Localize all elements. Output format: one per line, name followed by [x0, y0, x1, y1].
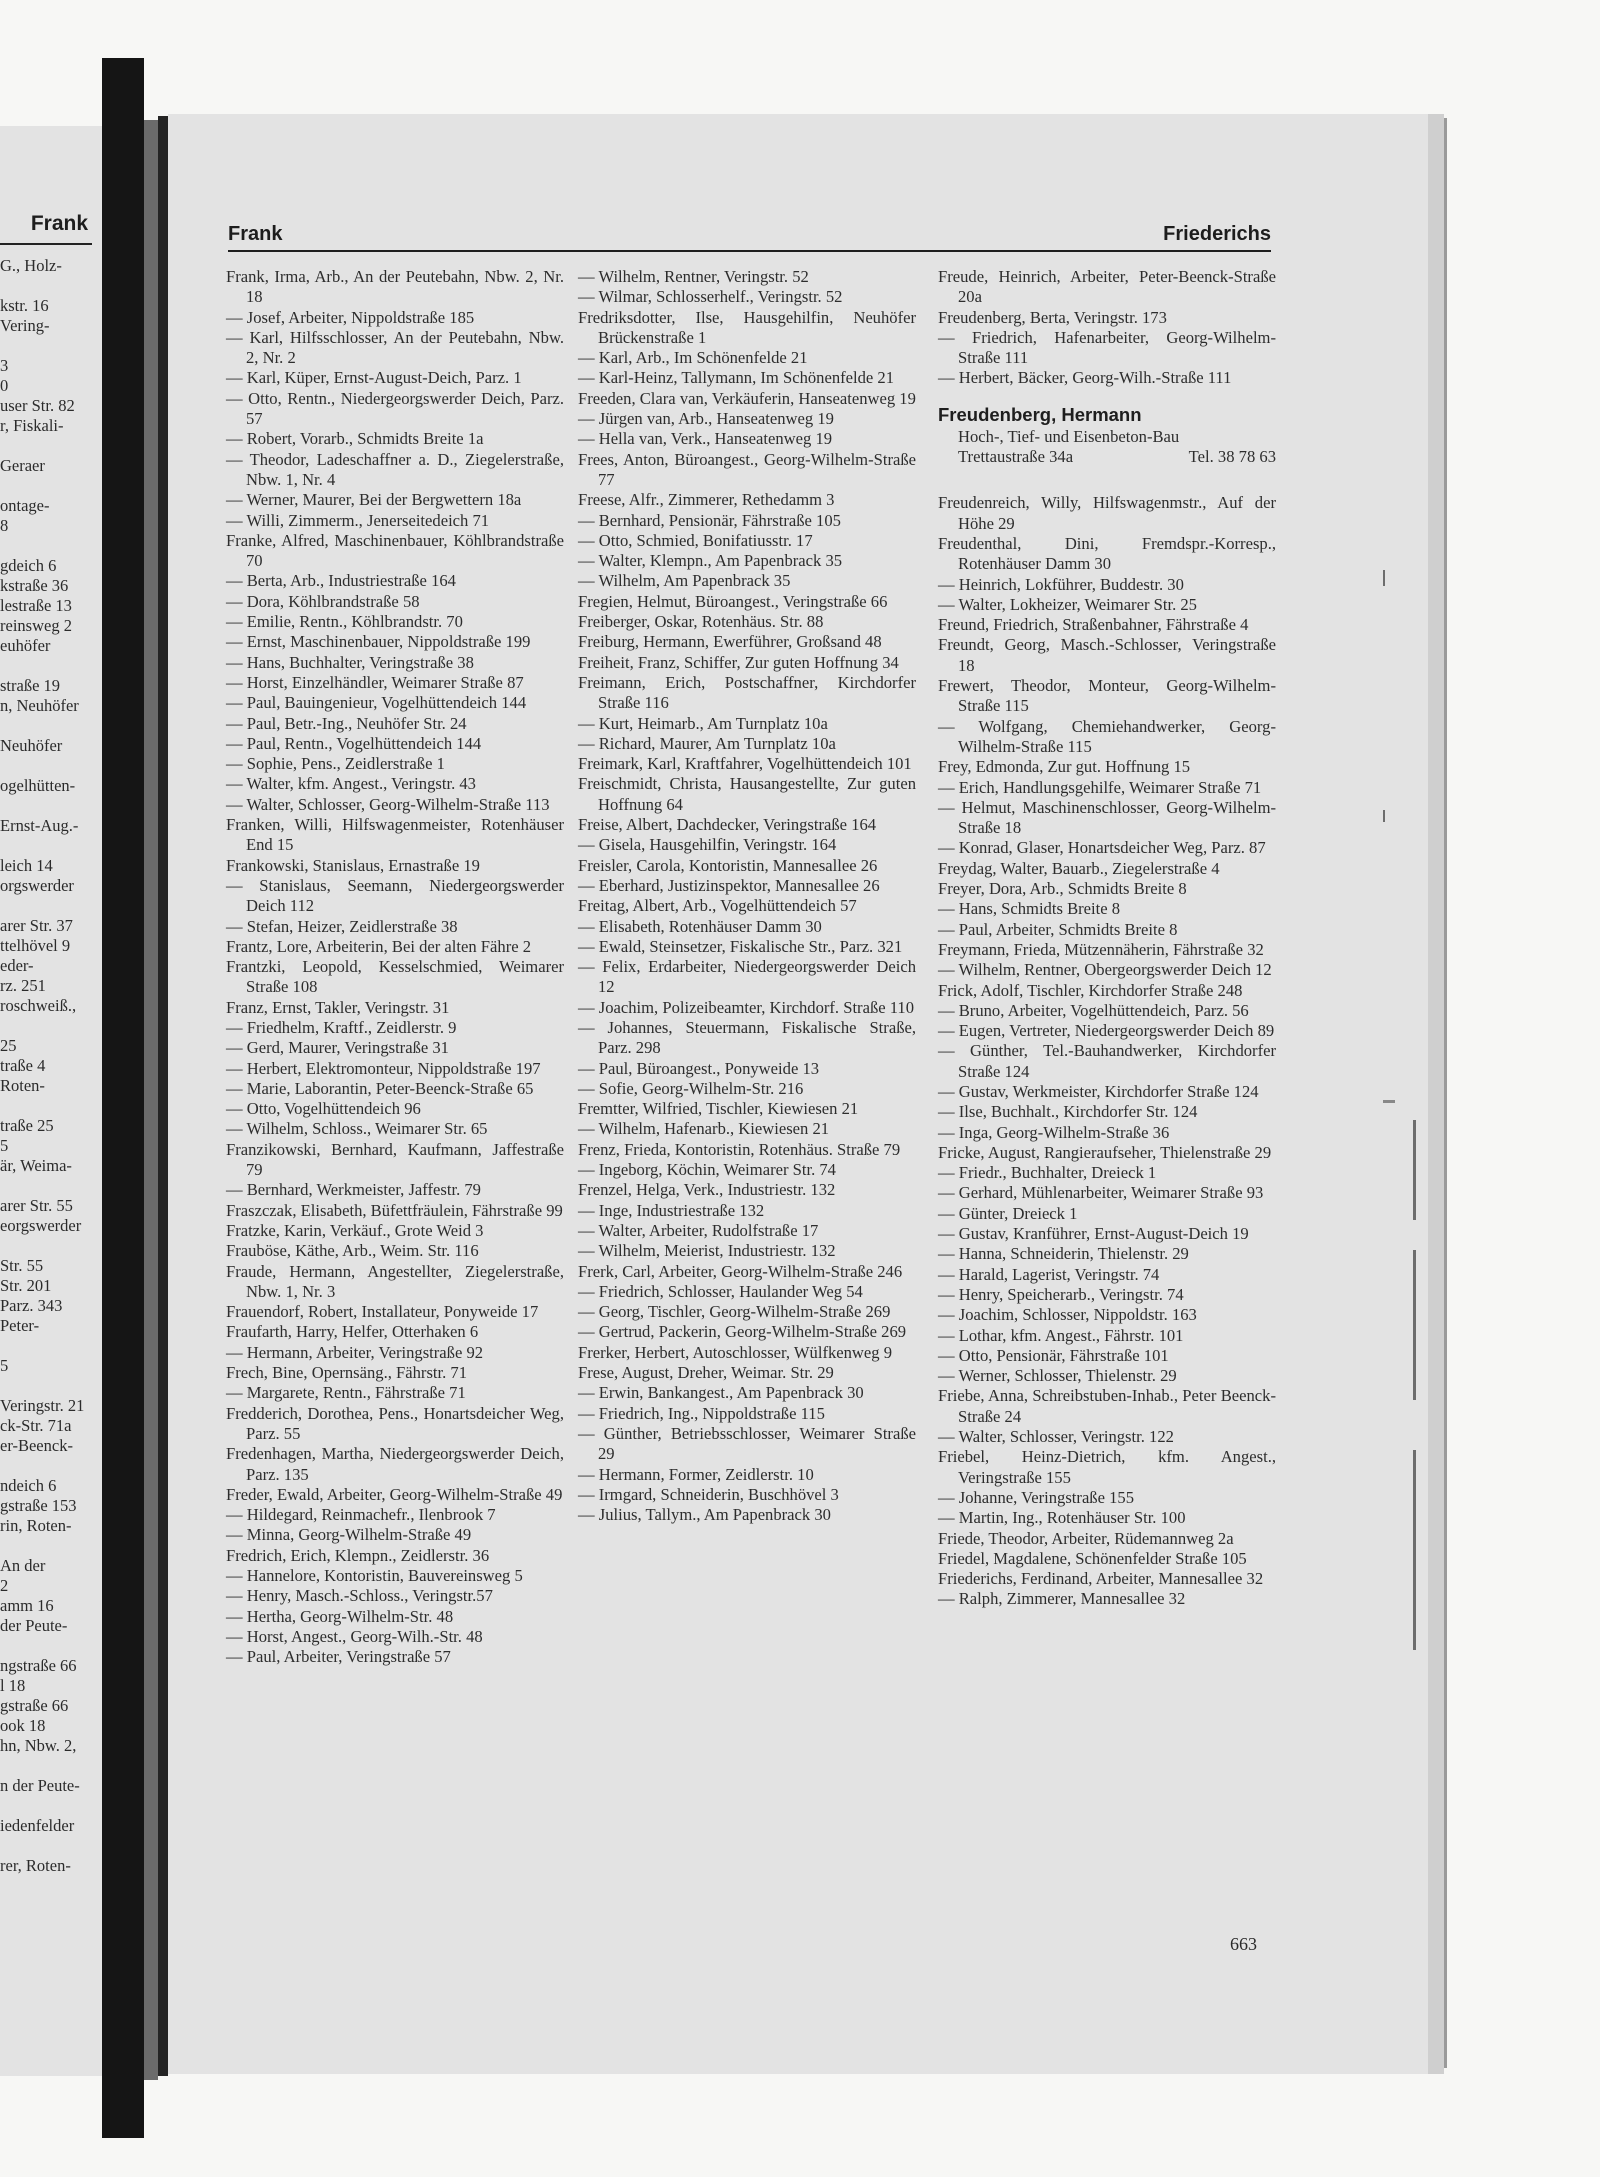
directory-entry: Frankowski, Stanislaus, Ernastraße 19	[226, 855, 480, 875]
left-page-fragment: er-Beenck-	[0, 1436, 73, 1455]
running-head-rule	[228, 250, 1271, 252]
directory-entry: — Johannes, Steuermann, Fiskalische Straße, Parz. 298	[578, 1017, 916, 1058]
directory-entry: Freiberger, Oskar, Rotenhäus. Str. 88	[578, 612, 824, 632]
directory-entry: — Horst, Einzelhändler, Weimarer Straße 87	[226, 672, 524, 692]
directory-entry: Freise, Albert, Dachdecker, Veringstraße 164	[578, 815, 877, 835]
left-page-fragment: gdeich 6	[0, 556, 57, 575]
directory-entry: — Erich, Handlungsgehilfe, Weimarer Straße 71	[938, 777, 1262, 797]
directory-entry: — Bernhard, Pensionär, Fährstraße 105	[578, 510, 841, 530]
directory-entry: — Hermann, Arbeiter, Veringstraße 92	[226, 1342, 484, 1362]
left-page-fragment: kstraße 36	[0, 576, 69, 595]
directory-entry: — Stefan, Heizer, Zeidlerstraße 38	[226, 916, 458, 936]
directory-entry: — Ewald, Steinsetzer, Fiskalische Str., Parz. 321	[578, 936, 903, 956]
directory-entry: Fraufarth, Harry, Helfer, Otterhaken 6	[226, 1322, 479, 1342]
directory-entry: — Konrad, Glaser, Honartsdeicher Weg, Parz. 87	[938, 838, 1266, 858]
directory-entry: — Josef, Arbeiter, Nippoldstraße 185	[226, 307, 475, 327]
directory-entry: — Karl, Hilfsschlosser, An der Peutebahn, Nbw. 2, Nr. 2	[226, 327, 564, 368]
left-page-fragment: lestraße 13	[0, 596, 72, 615]
directory-entry: — Lothar, kfm. Angest., Fährstr. 101	[938, 1325, 1184, 1345]
left-page-fragment: roschweiß.,	[0, 996, 77, 1015]
left-page-fragment: straße 19	[0, 676, 61, 695]
directory-entry: — Walter, Lokheizer, Weimarer Str. 25	[938, 594, 1197, 614]
directory-entry: Franke, Alfred, Maschinenbauer, Köhlbrandstraße 70	[226, 530, 564, 571]
left-page-fragment: Roten-	[0, 1076, 45, 1095]
page-number: 663	[1230, 1934, 1257, 1954]
directory-entry: Frese, August, Dreher, Weimar. Str. 29	[578, 1363, 834, 1383]
directory-entry: Freiburg, Hermann, Ewerführer, Großsand 48	[578, 632, 882, 652]
directory-entry: Frerker, Herbert, Autoschlosser, Wülfkenweg 9	[578, 1342, 893, 1362]
running-head-right: Friederichs	[1163, 223, 1271, 245]
directory-entry: — Walter, Arbeiter, Rudolfstraße 17	[578, 1220, 819, 1240]
directory-entry: — Wilhelm, Schloss., Weimarer Str. 65	[226, 1119, 488, 1139]
directory-entry: Fremtter, Wilfried, Tischler, Kiewiesen 21	[578, 1099, 859, 1119]
left-page-fragment: traße 4	[0, 1056, 46, 1075]
left-page-fragment: arer Str. 55	[0, 1196, 73, 1215]
directory-entry: — Hans, Schmidts Breite 8	[938, 899, 1121, 919]
left-page-fragment: r, Fiskali-	[0, 416, 64, 435]
ad-address-line	[938, 447, 1276, 467]
directory-entry: Fratzke, Karin, Verkäuf., Grote Weid 3	[226, 1220, 484, 1240]
directory-entry: — Werner, Schlosser, Thielenstr. 29	[938, 1366, 1177, 1386]
directory-entry: — Jürgen van, Arb., Hanseatenweg 19	[578, 409, 834, 429]
left-page-fragment: 2	[0, 1576, 9, 1595]
directory-entry: Freisler, Carola, Kontoristin, Mannesallee 26	[578, 855, 878, 875]
directory-entry: — Irmgard, Schneiderin, Buschhövel 3	[578, 1484, 839, 1504]
directory-entry: — Walter, Schlosser, Veringstr. 122	[938, 1427, 1174, 1447]
directory-entry: Freudenthal, Dini, Fremdspr.-Korresp., Rotenhäuser Damm 30	[938, 533, 1276, 574]
directory-entry: — Marie, Laborantin, Peter-Beenck-Straße 65	[226, 1078, 534, 1098]
directory-entry: — Karl-Heinz, Tallymann, Im Schönenfelde 21	[578, 368, 895, 388]
directory-entry: — Karl, Küper, Ernst-August-Deich, Parz. 1	[226, 368, 522, 388]
left-page-fragment: ttelhövel 9	[0, 936, 71, 955]
left-page-fragment: 25	[0, 1036, 17, 1055]
directory-entry: — Paul, Arbeiter, Schmidts Breite 8	[938, 919, 1178, 939]
directory-entry: — Helmut, Maschinenschlosser, Georg-Wilhelm-Straße 18	[938, 797, 1276, 838]
left-page-fragment: arer Str. 37	[0, 916, 73, 935]
left-page-fragment: orgswerder	[0, 876, 74, 895]
directory-entry: — Ernst, Maschinenbauer, Nippoldstraße 199	[226, 632, 531, 652]
left-page-fragment: rin, Roten-	[0, 1516, 72, 1535]
page-edge	[1428, 114, 1444, 2074]
directory-entry: Frenzel, Helga, Verk., Industriestr. 132	[578, 1180, 836, 1200]
left-page-fragment: Neuhöfer	[0, 736, 63, 755]
directory-entry: — Ingeborg, Köchin, Weimarer Str. 74	[578, 1160, 836, 1180]
left-page-fragment: är, Weima-	[0, 1156, 72, 1175]
directory-entry: Frantz, Lore, Arbeiterin, Bei der alten Fähre 2	[226, 936, 532, 956]
directory-entry: Freder, Ewald, Arbeiter, Georg-Wilhelm-Straße 49	[226, 1484, 563, 1504]
directory-entry: Fredrich, Erich, Klempn., Zeidlerstr. 36	[226, 1545, 490, 1565]
directory-entry: — Stanislaus, Seemann, Niedergeorgswerder Deich 112	[226, 875, 564, 916]
directory-entry: — Walter, Schlosser, Georg-Wilhelm-Straße 113	[226, 794, 550, 814]
margin-mark	[1413, 1250, 1416, 1400]
gutter-shadow	[144, 120, 158, 2080]
left-page-fragment: ook 18	[0, 1716, 46, 1735]
directory-entry: Fredenhagen, Martha, Niedergeorgswerder Deich, Parz. 135	[226, 1444, 564, 1484]
directory-entry: — Hella van, Verk., Hanseatenweg 19	[578, 429, 833, 449]
left-page-fragment: iedenfelder	[0, 1816, 75, 1835]
directory-entry: Frauböse, Käthe, Arb., Weim. Str. 116	[226, 1241, 479, 1261]
directory-entry: Frank, Irma, Arb., An der Peutebahn, Nbw. 2, Nr. 18	[226, 267, 564, 307]
directory-entry: — Otto, Pensionär, Fährstraße 101	[938, 1345, 1169, 1365]
directory-entry: — Wilmar, Schlosserhelf., Veringstr. 52	[578, 287, 843, 307]
directory-entry: — Hermann, Former, Zeidlerstr. 10	[578, 1464, 814, 1484]
ad-telephone: Tel. 38 78 63	[1188, 447, 1276, 467]
directory-entry: Freimann, Erich, Postschaffner, Kirchdorfer Straße 116	[578, 672, 916, 713]
directory-entry: — Paul, Rentn., Vogelhüttendeich 144	[226, 733, 482, 753]
directory-entry: — Joachim, Schlosser, Nippoldstr. 163	[938, 1305, 1197, 1325]
margin-mark	[1413, 1450, 1416, 1650]
left-page-fragment: rer, Roten-	[0, 1856, 71, 1875]
directory-entry: — Margarete, Rentn., Fährstraße 71	[226, 1383, 466, 1403]
directory-entry: — Karl, Arb., Im Schönenfelde 21	[578, 348, 808, 368]
directory-entry: — Inge, Industriestraße 132	[578, 1200, 765, 1220]
directory-entry: Frick, Adolf, Tischler, Kirchdorfer Straße 248	[938, 980, 1243, 1000]
directory-entry: Frantzki, Leopold, Kesselschmied, Weimarer Straße 108	[226, 957, 564, 997]
directory-entry: — Robert, Vorarb., Schmidts Breite 1a	[226, 429, 484, 449]
left-page-fragment: Veringstr. 21	[0, 1396, 85, 1415]
directory-entry: — Harald, Lagerist, Veringstr. 74	[938, 1264, 1160, 1284]
left-page-fragment: amm 16	[0, 1596, 54, 1615]
margin-mark	[1413, 1120, 1416, 1220]
directory-entry: — Günter, Dreieck 1	[938, 1203, 1078, 1223]
directory-entry: Freyer, Dora, Arb., Schmidts Breite 8	[938, 879, 1187, 899]
directory-entry: — Friedrich, Schlosser, Haulander Weg 54	[578, 1281, 863, 1301]
directory-entry: Freischmidt, Christa, Hausangestellte, Zur guten Hoffnung 64	[578, 774, 916, 814]
left-page-fragment: ngstraße 66	[0, 1656, 77, 1675]
left-page-fragment: Str. 201	[0, 1276, 52, 1295]
left-page-fragment: ck-Str. 71a	[0, 1416, 72, 1435]
directory-entry: — Bernhard, Werkmeister, Jaffestr. 79	[226, 1180, 481, 1200]
left-page-fragment: Str. 55	[0, 1256, 44, 1275]
directory-entry: — Horst, Angest., Georg-Wilh.-Str. 48	[226, 1626, 483, 1646]
left-page-fragment: n, Neuhöfer	[0, 696, 79, 715]
ad-address: Trettaustraße 34a	[958, 447, 1074, 467]
directory-entry: — Emilie, Rentn., Köhlbrandstr. 70	[226, 612, 463, 632]
gutter-edge	[158, 116, 168, 2076]
left-page-fragment: ndeich 6	[0, 1476, 57, 1495]
directory-entry: Freiheit, Franz, Schiffer, Zur guten Hoffnung 34	[578, 652, 899, 672]
left-page-fragment: 5	[0, 1356, 9, 1375]
directory-entry: Fraszczak, Elisabeth, Büfettfräulein, Fährstraße 99	[226, 1200, 563, 1220]
ad-description: Hoch-, Tief- und Eisenbeton-Bau	[958, 426, 1180, 446]
directory-entry: — Paul, Betr.-Ing., Neuhöfer Str. 24	[226, 713, 467, 733]
directory-entry: — Joachim, Polizeibeamter, Kirchdorf. Straße 110	[578, 997, 915, 1017]
directory-column-3	[938, 267, 1276, 1610]
directory-column-1	[226, 267, 564, 1667]
directory-entry: — Friedrich, Hafenarbeiter, Georg-Wilhelm-Straße 111	[938, 327, 1276, 368]
left-page-fragment: gstraße 66	[0, 1696, 69, 1715]
left-page-fragment: 8	[0, 516, 9, 535]
directory-entry: — Hertha, Georg-Wilhelm-Str. 48	[226, 1606, 454, 1626]
book-gutter	[102, 58, 144, 2138]
directory-entry: — Friedr., Buchhalter, Dreieck 1	[938, 1163, 1157, 1183]
margin-mark	[1383, 810, 1385, 822]
left-page-fragment: G., Holz-	[0, 256, 62, 275]
directory-entry: — Paul, Arbeiter, Veringstraße 57	[226, 1647, 451, 1667]
directory-entry: — Elisabeth, Rotenhäuser Damm 30	[578, 916, 822, 936]
directory-entry: — Walter, kfm. Angest., Veringstr. 43	[226, 774, 476, 794]
directory-entry: — Gertrud, Packerin, Georg-Wilhelm-Straße 269	[578, 1322, 907, 1342]
directory-entry: — Eugen, Vertreter, Niedergeorgswerder Deich 89	[938, 1021, 1275, 1041]
directory-entry: Fregien, Helmut, Büroangest., Veringstraße 66	[578, 591, 888, 611]
left-page-fragment: An der	[0, 1556, 46, 1575]
directory-entry: Fraude, Hermann, Angestellter, Ziegelerstraße, Nbw. 1, Nr. 3	[226, 1261, 564, 1301]
directory-entry: — Martin, Ing., Rotenhäuser Str. 100	[938, 1508, 1186, 1528]
directory-entry: Freeden, Clara van, Verkäuferin, Hanseatenweg 19	[578, 388, 916, 408]
left-page-fragment: eder-	[0, 956, 34, 975]
directory-entry: — Gisela, Hausgehilfin, Veringstr. 164	[578, 835, 837, 855]
directory-entry: — Georg, Tischler, Georg-Wilhelm-Straße 269	[578, 1302, 891, 1322]
directory-entry: — Wolfgang, Chemiehandwerker, Georg-Wilhelm-Straße 115	[938, 716, 1276, 756]
directory-entry: — Günther, Betriebsschlosser, Weimarer Straße 29	[578, 1423, 916, 1464]
left-page-fragment: Vering-	[0, 316, 50, 335]
left-page-fragment: Ernst-Aug.-	[0, 816, 79, 835]
directory-entry: Frauendorf, Robert, Installateur, Ponyweide 17	[226, 1302, 539, 1322]
margin-mark	[1383, 570, 1385, 586]
directory-entry: — Wilhelm, Rentner, Obergeorgswerder Deich 12	[938, 960, 1272, 980]
directory-entry: Freude, Heinrich, Arbeiter, Peter-Beenck-Straße 20a	[938, 267, 1276, 307]
directory-column-2	[578, 267, 916, 1525]
running-head-left: Frank	[228, 223, 283, 245]
left-page-fragment: l 18	[0, 1676, 26, 1695]
directory-entry: — Bruno, Arbeiter, Vogelhüttendeich, Parz. 56	[938, 1000, 1249, 1020]
directory-entry: — Gustav, Kranführer, Ernst-August-Deich 19	[938, 1224, 1249, 1244]
directory-entry: — Dora, Köhlbrandstraße 58	[226, 591, 420, 611]
left-page-fragment: Geraer	[0, 456, 45, 475]
directory-entry: Fredriksdotter, Ilse, Hausgehilfin, Neuhöfer Brückenstraße 1	[578, 307, 916, 347]
directory-entry: — Friedhelm, Kraftf., Zeidlerstr. 9	[226, 1017, 457, 1037]
directory-entry: Friedel, Magdalene, Schönenfelder Straße 105	[938, 1548, 1247, 1568]
left-page-fragment: gstraße 153	[0, 1496, 77, 1515]
directory-entry: — Otto, Schmied, Bonifatiusstr. 17	[578, 530, 813, 550]
directory-entry: Frech, Bine, Opernsäng., Fährstr. 71	[226, 1363, 468, 1383]
directory-entry: Freimark, Karl, Kraftfahrer, Vogelhüttendeich 101	[578, 754, 912, 774]
left-page-fragment: 0	[0, 376, 9, 395]
directory-entry: — Herbert, Elektromonteur, Nippoldstraße 197	[226, 1058, 541, 1078]
directory-entry: — Hanna, Schneiderin, Thielenstr. 29	[938, 1244, 1189, 1264]
directory-entry: — Heinrich, Lokführer, Buddestr. 30	[938, 574, 1184, 594]
left-page-head-rule	[0, 243, 92, 245]
left-page-fragment: traße 25	[0, 1116, 54, 1135]
left-page-fragment: hn, Nbw. 2,	[0, 1736, 77, 1755]
directory-entry: — Werner, Maurer, Bei der Bergwettern 18a	[226, 490, 522, 510]
directory-entry: Freund, Friedrich, Straßenbahner, Fährstraße 4	[938, 615, 1249, 635]
page-edge-shadow	[1444, 118, 1447, 2068]
left-page-fragment: der Peute-	[0, 1616, 68, 1635]
directory-entry: Frenz, Frieda, Kontoristin, Rotenhäus. Straße 79	[578, 1139, 901, 1159]
left-page-edge	[0, 126, 102, 2076]
directory-entry: — Inga, Georg-Wilhelm-Straße 36	[938, 1122, 1170, 1142]
directory-entry: Freudenreich, Willy, Hilfswagenmstr., Auf der Höhe 29	[938, 493, 1276, 533]
directory-entry: — Erwin, Bankangest., Am Papenbrack 30	[578, 1383, 864, 1403]
directory-entry: — Herbert, Bäcker, Georg-Wilh.-Straße 111	[938, 368, 1232, 388]
directory-entry: Friede, Theodor, Arbeiter, Rüdemannweg 2a	[938, 1528, 1234, 1548]
directory-entry: — Minna, Georg-Wilhelm-Straße 49	[226, 1525, 472, 1545]
directory-entry: — Walter, Klempn., Am Papenbrack 35	[578, 551, 843, 571]
directory-entry: — Otto, Vogelhüttendeich 96	[226, 1099, 421, 1119]
directory-entry: — Günther, Tel.-Bauhandwerker, Kirchdorfer Straße 124	[938, 1041, 1276, 1081]
directory-entry: — Wilhelm, Meierist, Industriestr. 132	[578, 1241, 836, 1261]
directory-entry: — Wilhelm, Rentner, Veringstr. 52	[578, 267, 809, 286]
directory-entry: Freitag, Albert, Arb., Vogelhüttendeich 57	[578, 896, 857, 916]
left-page-fragment: ogelhütten-	[0, 776, 76, 795]
directory-entry: — Ilse, Buchhalt., Kirchdorfer Str. 124	[938, 1102, 1198, 1122]
directory-entry: — Hans, Buchhalter, Veringstraße 38	[226, 652, 474, 672]
directory-entry: — Richard, Maurer, Am Turnplatz 10a	[578, 733, 836, 753]
directory-entry: — Theodor, Ladeschaffner a. D., Ziegelerstraße, Nbw. 1, Nr. 4	[226, 449, 564, 489]
directory-entry: Freydag, Walter, Bauarb., Ziegelerstraße 4	[938, 858, 1220, 878]
left-page-fragment: ontage-	[0, 496, 50, 515]
directory-entry: — Felix, Erdarbeiter, Niedergeorgswerder Deich 12	[578, 957, 916, 997]
directory-entry: — Gustav, Werkmeister, Kirchdorfer Straße 124	[938, 1081, 1259, 1101]
directory-entry: — Kurt, Heimarb., Am Turnplatz 10a	[578, 713, 828, 733]
directory-entry: Franken, Willi, Hilfswagenmeister, Rotenhäuser End 15	[226, 815, 564, 855]
directory-entry: — Johanne, Veringstraße 155	[938, 1487, 1135, 1507]
directory-entry: Fricke, August, Rangieraufseher, Thielenstraße 29	[938, 1142, 1272, 1162]
directory-entry: Fredderich, Dorothea, Pens., Honartsdeicher Weg, Parz. 55	[226, 1403, 564, 1443]
left-page-fragment: 3	[0, 356, 9, 375]
directory-entry: Friederichs, Ferdinand, Arbeiter, Mannesallee 32	[938, 1569, 1264, 1589]
directory-entry: — Paul, Büroangest., Ponyweide 13	[578, 1058, 820, 1078]
directory-entry: Frees, Anton, Büroangest., Georg-Wilhelm-Straße 77	[578, 449, 916, 489]
directory-entry: Frerk, Carl, Arbeiter, Georg-Wilhelm-Straße 246	[578, 1261, 903, 1281]
directory-entry: — Hannelore, Kontoristin, Bauvereinsweg 5	[226, 1566, 523, 1585]
directory-entry: — Hildegard, Reinmachefr., Ilenbrook 7	[226, 1505, 496, 1525]
left-page-fragment: Peter-	[0, 1316, 40, 1335]
directory-entry: Frewert, Theodor, Monteur, Georg-Wilhelm-Straße 115	[938, 676, 1276, 716]
directory-entry: — Otto, Rentn., Niedergeorgswerder Deich, Parz. 57	[226, 388, 564, 429]
left-page-fragment: kstr. 16	[0, 296, 49, 315]
directory-entry: — Wilhelm, Hafenarb., Kiewiesen 21	[578, 1119, 830, 1139]
ad-company-name: Freudenberg, Hermann	[938, 403, 1142, 425]
directory-entry: Freudenberg, Berta, Veringstr. 173	[938, 307, 1167, 327]
directory-entry: Franzikowski, Bernhard, Kaufmann, Jaffestraße 79	[226, 1139, 564, 1180]
directory-entry: Freundt, Georg, Masch.-Schlosser, Veringstraße 18	[938, 635, 1276, 675]
left-page-fragment: euhöfer	[0, 636, 51, 655]
directory-entry: — Julius, Tallym., Am Papenbrack 30	[578, 1505, 831, 1525]
left-page-fragment: n der Peute-	[0, 1776, 80, 1795]
directory-entry: — Eberhard, Justizinspektor, Mannesallee 26	[578, 875, 880, 895]
left-page-fragment: Parz. 343	[0, 1296, 63, 1315]
directory-entry: — Sofie, Georg-Wilhelm-Str. 216	[578, 1078, 804, 1098]
directory-entry: — Willi, Zimmerm., Jenerseitedeich 71	[226, 510, 490, 530]
directory-entry: — Sophie, Pens., Zeidlerstraße 1	[226, 754, 445, 774]
directory-entry: Freymann, Frieda, Mützennäherin, Fährstraße 32	[938, 939, 1264, 959]
directory-entry: — Wilhelm, Am Papenbrack 35	[578, 571, 791, 591]
directory-entry: Friebel, Heinz-Dietrich, kfm. Angest., Veringstraße 155	[938, 1447, 1276, 1487]
directory-entry: — Gerd, Maurer, Veringstraße 31	[226, 1038, 449, 1058]
directory-entry: Freese, Alfr., Zimmerer, Rethedamm 3	[578, 490, 835, 510]
directory-entry: — Henry, Speicherarb., Veringstr. 74	[938, 1284, 1184, 1304]
directory-entry: — Henry, Masch.-Schloss., Veringstr.57	[226, 1586, 493, 1606]
directory-entry: Franz, Ernst, Takler, Veringstr. 31	[226, 997, 450, 1017]
directory-entry: — Friedrich, Ing., Nippoldstraße 115	[578, 1403, 825, 1423]
directory-entry: Frey, Edmonda, Zur gut. Hoffnung 15	[938, 757, 1191, 777]
left-page-fragment: reinsweg 2	[0, 616, 72, 635]
directory-entry: — Gerhard, Mühlenarbeiter, Weimarer Straße 93	[938, 1183, 1264, 1203]
margin-mark	[1383, 1100, 1395, 1103]
directory-entry: — Ralph, Zimmerer, Mannesallee 32	[938, 1589, 1186, 1609]
left-page-fragment: 5	[0, 1136, 9, 1155]
directory-entry: — Paul, Bauingenieur, Vogelhüttendeich 144	[226, 693, 527, 713]
directory-entry: — Berta, Arb., Industriestraße 164	[226, 571, 456, 591]
left-page-fragment: user Str. 82	[0, 396, 75, 415]
left-page-fragment: leich 14	[0, 856, 53, 875]
left-page-fragment: rz. 251	[0, 976, 46, 995]
directory-entry: Friebe, Anna, Schreibstuben-Inhab., Peter Beenck-Straße 24	[938, 1386, 1276, 1426]
left-page-fragment: eorgswerder	[0, 1216, 82, 1235]
left-page-running-head: Frank	[30, 212, 88, 235]
